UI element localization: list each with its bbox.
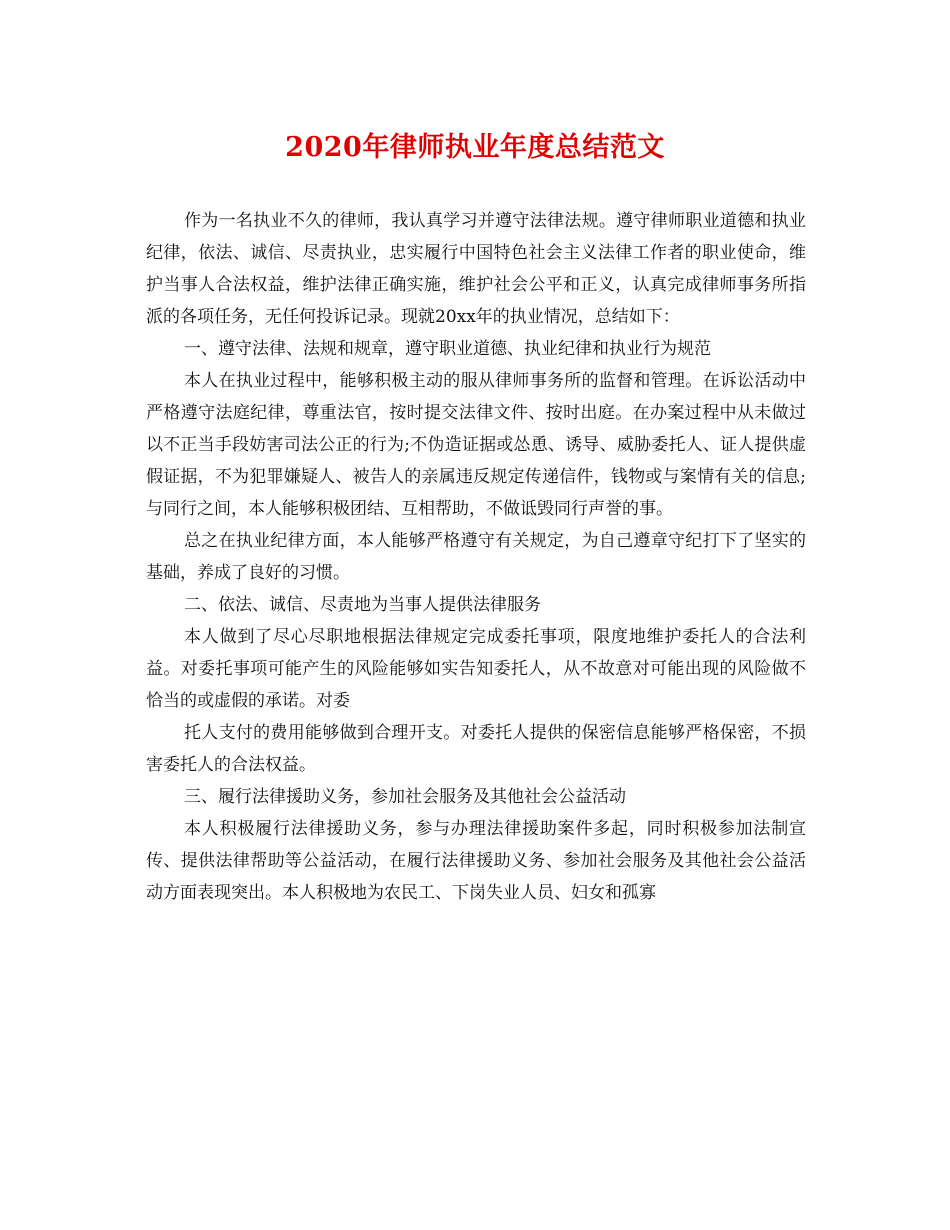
document-title: 2020年律师执业年度总结范文 (285, 132, 665, 163)
paragraph-section-2-body: 本人做到了尽心尽职地根据法律规定完成委托事项，限度地维护委托人的合法利益。对委托事项可能产生的风险能够如实告知委托人，从不故意对可能出现的风险做不恰当的或虚假的承诺。对委 (146, 627, 806, 711)
paragraph-intro: 作为一名执业不久的律师，我认真学习并遵守法律法规。遵守律师职业道德和执业纪律，依法、诚信、尽责执业，忠实履行中国特色社会主义法律工作者的职业使命，维护当事人合法权益，维护法律正确实施，维护社会公平和正义，认真完成律师事务所指派的各项任务，无任何投诉记录。现就20xx年的执业情况，总结如下： (146, 211, 806, 327)
paragraph-section-3-body: 本人积极履行法律援助义务，参与办理法律援助案件多起，同时积极参加法制宣传、提供法律帮助等公益活动，在履行法律援助义务、参加社会服务及其他社会公益活动方面表现突出。本人积极地为农民工、下岗失业人员、妇女和孤寡 (146, 819, 806, 903)
document-body (146, 205, 806, 909)
section-heading-3: 三、履行法律援助义务，参加社会服务及其他社会公益活动 (184, 787, 626, 807)
paragraph-section-2-continued: 托人支付的费用能够做到合理开支。对委托人提供的保密信息能够严格保密，不损害委托人的合法权益。 (146, 723, 806, 775)
paragraph-section-1-summary: 总之在执业纪律方面，本人能够严格遵守有关规定，为自己遵章守纪打下了坚实的基础，养成了良好的习惯。 (146, 531, 806, 583)
section-heading-2: 二、依法、诚信、尽责地为当事人提供法律服务 (184, 595, 541, 615)
paragraph-section-1-body: 本人在执业过程中，能够积极主动的服从律师事务所的监督和管理。在诉讼活动中严格遵守法庭纪律，尊重法官，按时提交法律文件、按时出庭。在办案过程中从未做过以不正当手段妨害司法公正的行为;不伪造证据或怂恿、诱导、威胁委托人、证人提供虚假证据，不为犯罪嫌疑人、被告人的亲属违反规定传递信件，钱物或与案情有关的信息;与同行之间，本人能够积极团结、互相帮助，不做诋毁同行声誉的事。 (146, 371, 806, 519)
section-heading-1: 一、遵守法律、法规和规章，遵守职业道德、执业纪律和执业行为规范 (184, 339, 711, 359)
